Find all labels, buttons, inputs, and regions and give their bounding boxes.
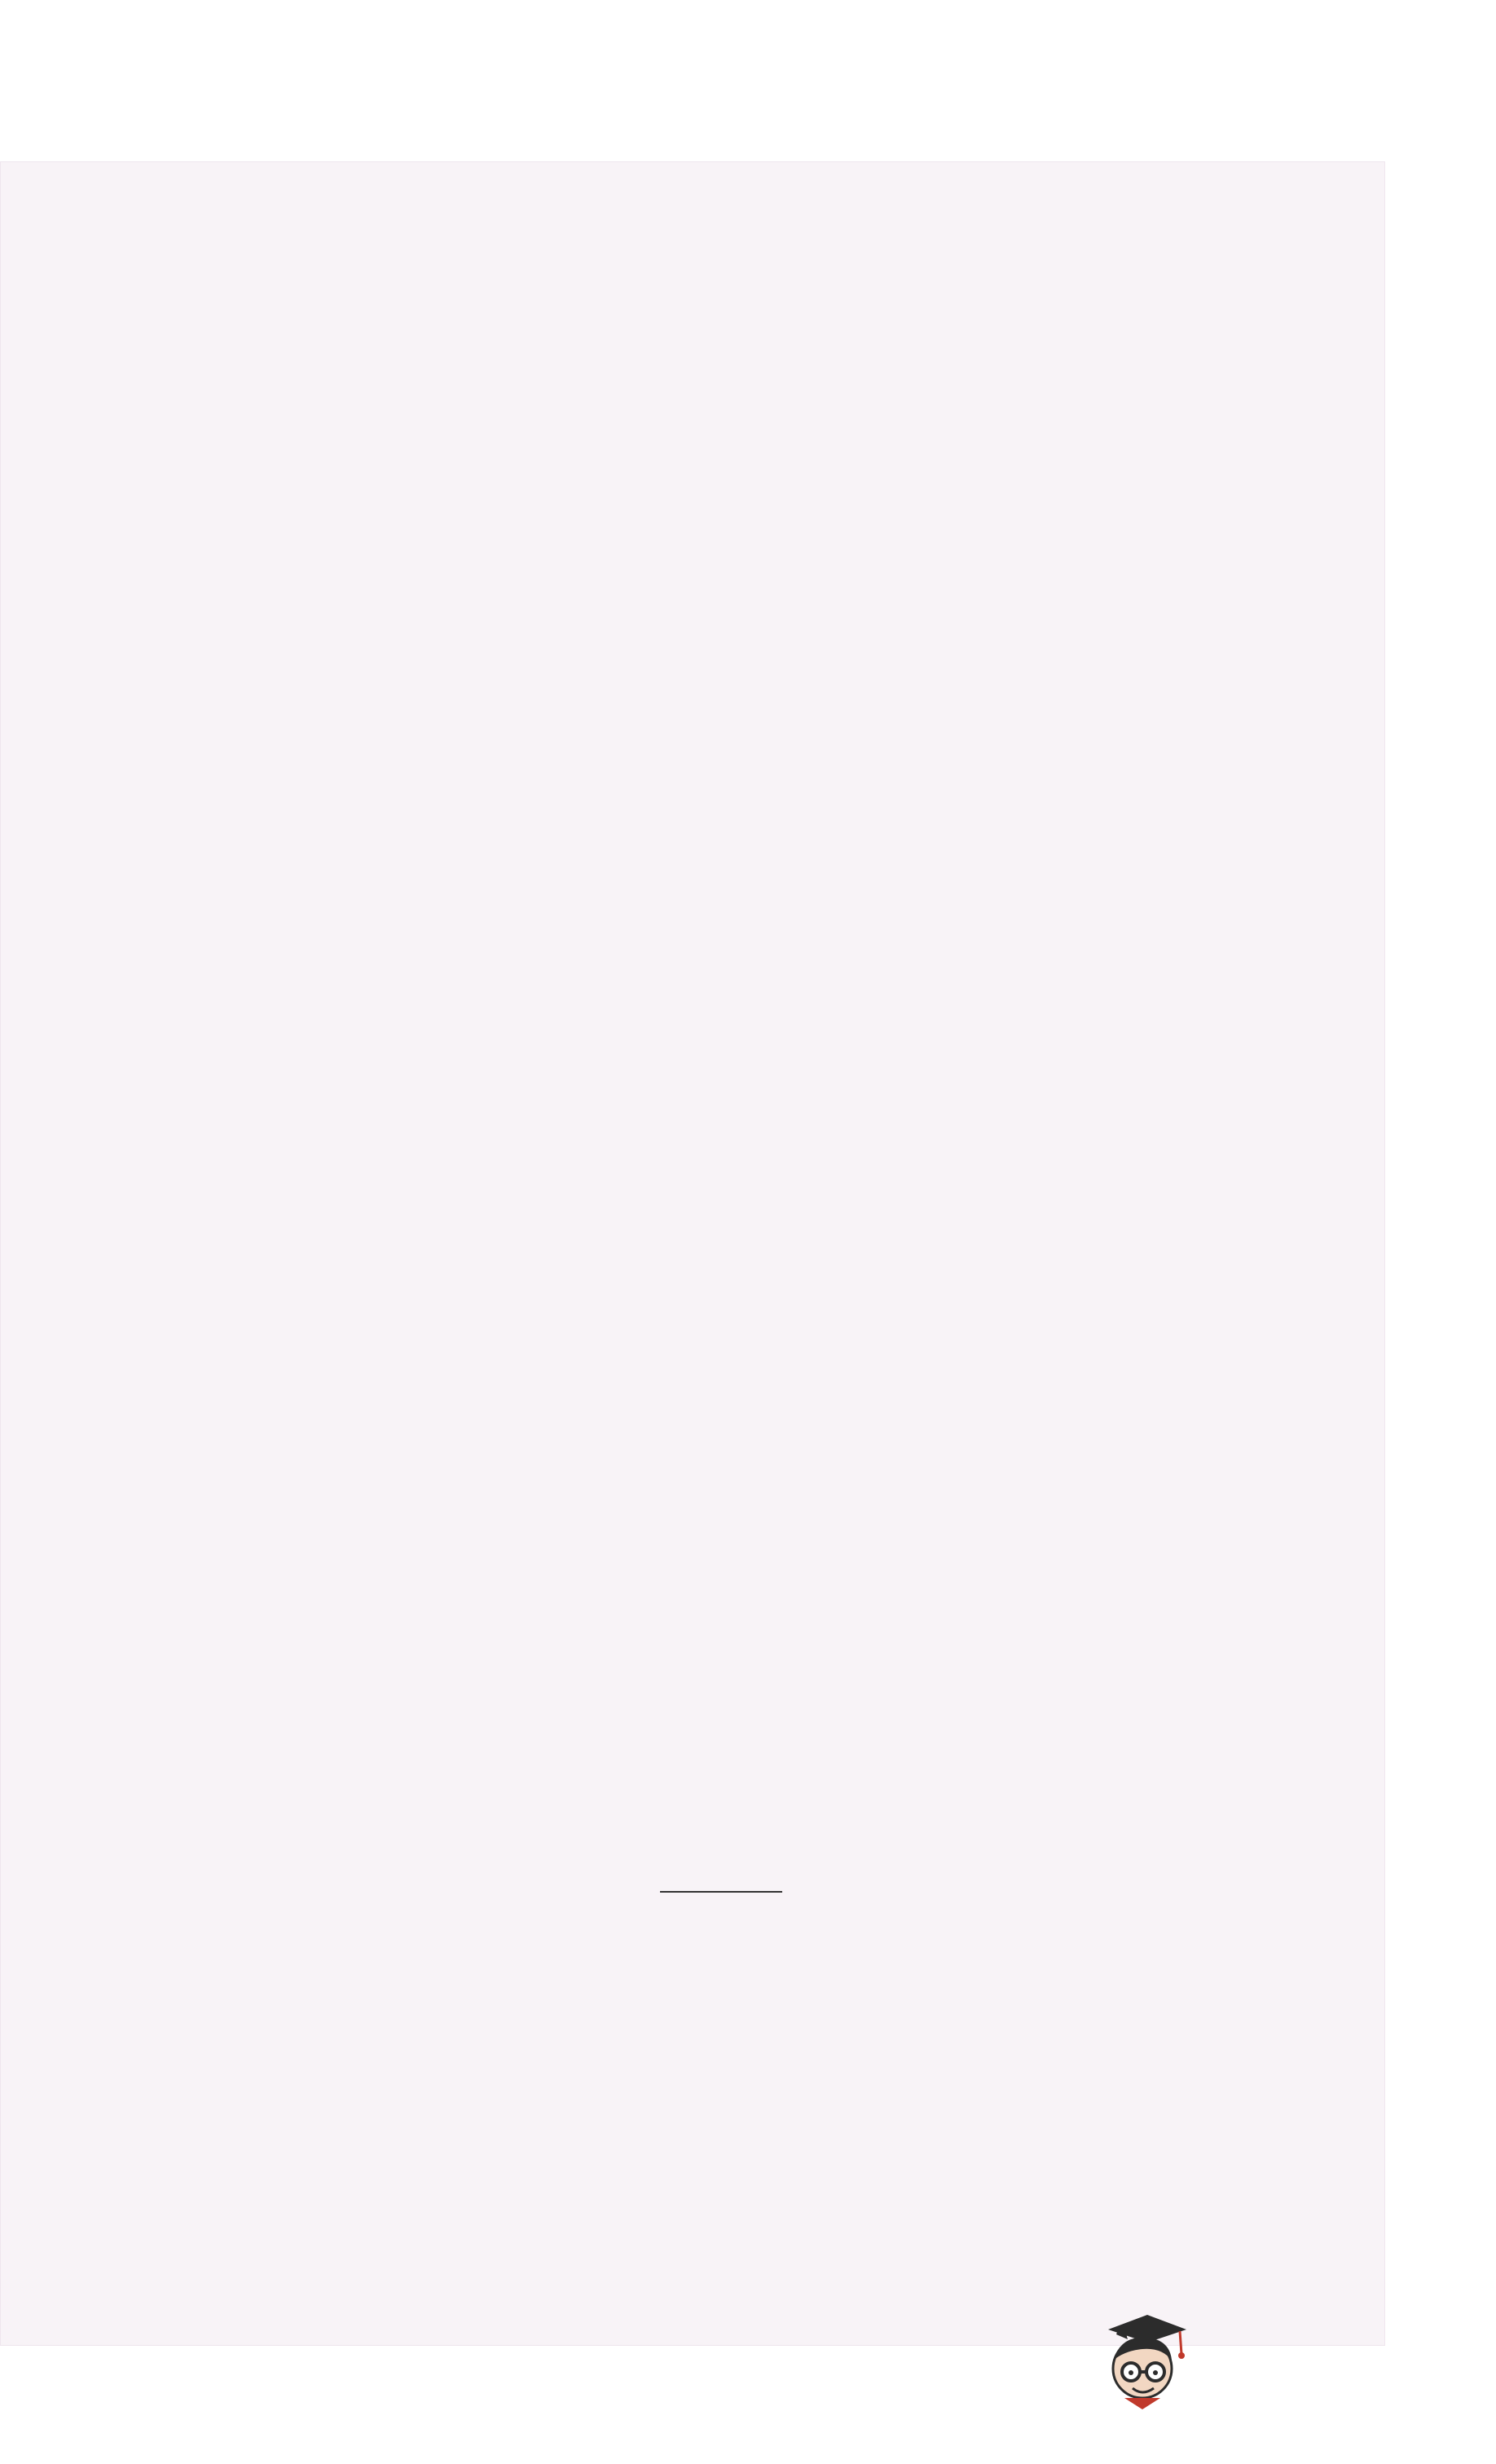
brand-logo[interactable] xyxy=(1092,2307,1450,2421)
question-paper-content xyxy=(171,293,1247,335)
footer-rule xyxy=(660,1891,782,1893)
student-mascot-icon xyxy=(1092,2307,1190,2413)
section-c-heading xyxy=(171,300,1247,335)
scanned-page xyxy=(0,161,1385,2346)
